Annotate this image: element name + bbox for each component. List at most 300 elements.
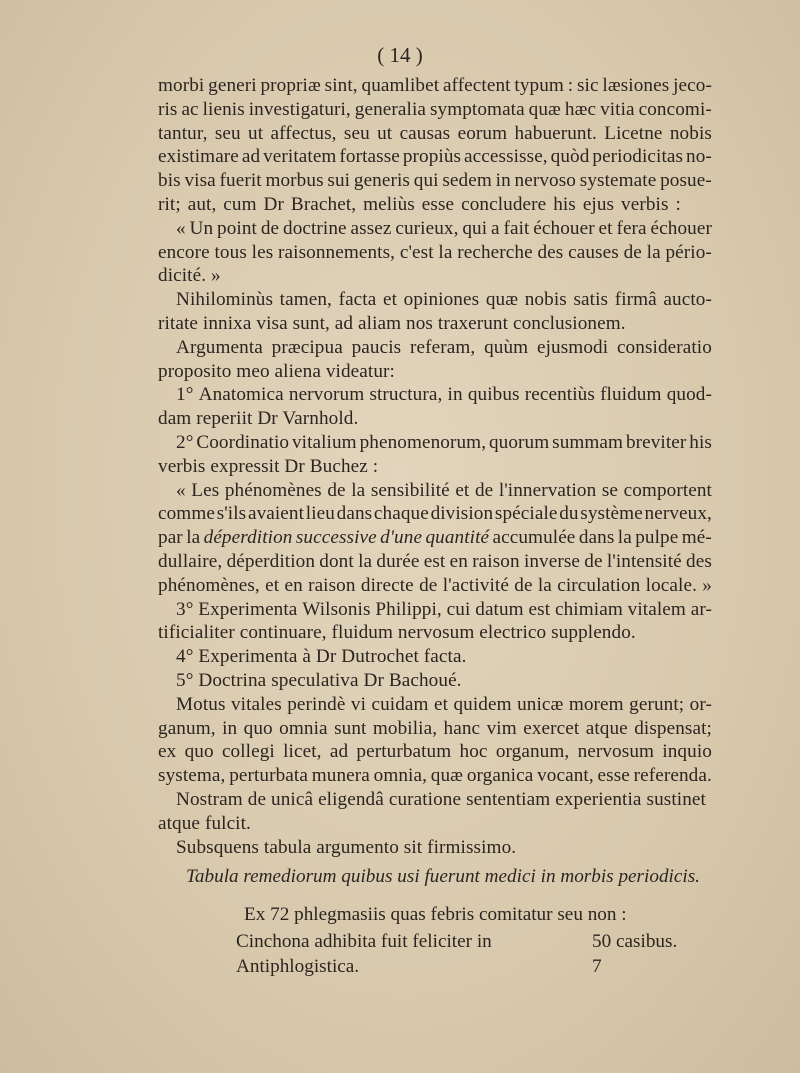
- word: Varnhold.: [282, 408, 359, 430]
- word: propriæ: [260, 75, 321, 96]
- word: chaque: [373, 503, 429, 525]
- word: meliùs: [363, 193, 415, 215]
- word: Nihilominùs: [176, 289, 274, 311]
- word: visa: [256, 312, 293, 334]
- word: ritate: [158, 312, 203, 334]
- word: quorum: [488, 431, 550, 453]
- word: accessisse,: [464, 146, 548, 168]
- word: perturbata: [229, 765, 308, 787]
- word: mé-: [681, 527, 712, 549]
- text-line: [176, 669, 800, 693]
- word: affectent: [442, 75, 511, 96]
- word: qui: [413, 170, 439, 192]
- word: Dr: [257, 408, 283, 430]
- text-line: [176, 645, 800, 669]
- word: firmâ: [614, 289, 657, 311]
- word: ejusmodi: [536, 336, 609, 358]
- word: Buchez: [309, 455, 373, 477]
- word: tantur,: [158, 122, 208, 144]
- text-line: [176, 288, 712, 312]
- word: tificialiter: [158, 622, 240, 644]
- word: Coordinatio: [196, 431, 290, 453]
- word: Dr: [363, 669, 389, 691]
- word: or-: [689, 693, 712, 715]
- word: tous: [214, 241, 247, 263]
- word: et: [455, 479, 470, 501]
- word: visa: [184, 170, 216, 192]
- word: ar-: [690, 598, 712, 620]
- word: Dr: [263, 193, 284, 215]
- text-line: [158, 122, 712, 146]
- word: systema,: [158, 765, 226, 787]
- word: en: [284, 574, 303, 596]
- word: sensibilité: [370, 479, 450, 501]
- text-line: [158, 574, 712, 598]
- word: Licetne: [604, 122, 663, 144]
- word: innixa: [202, 312, 257, 334]
- word: mobilia,: [372, 717, 438, 739]
- word: in: [222, 717, 238, 739]
- word: recherche: [457, 241, 533, 263]
- word: l'activité: [442, 574, 509, 596]
- word: dont: [319, 550, 354, 572]
- word: la: [646, 241, 661, 263]
- text-line: [158, 764, 712, 788]
- text-line: [176, 836, 800, 860]
- word: eorum: [457, 122, 508, 144]
- word: Bachoué.: [388, 669, 462, 691]
- page-number: ( 14 ): [377, 43, 423, 67]
- word: nos: [406, 312, 438, 334]
- word: les: [251, 241, 274, 263]
- word: de: [327, 479, 346, 501]
- word: la: [351, 479, 366, 501]
- word: referenda.: [633, 765, 712, 787]
- word: Dr: [315, 646, 342, 668]
- text-line: [158, 145, 712, 169]
- word: cui: [446, 598, 471, 620]
- text-line: [176, 431, 712, 455]
- word: 2°: [176, 431, 194, 453]
- word: structura,: [369, 384, 443, 406]
- word: morbi: [158, 75, 205, 96]
- word: Les: [191, 479, 220, 501]
- word: aucto-: [663, 289, 712, 311]
- word: ad: [241, 146, 261, 168]
- word: organica: [466, 765, 534, 787]
- word: propiùs: [402, 146, 462, 168]
- word: se: [601, 479, 619, 501]
- word: Un: [189, 217, 214, 239]
- word: videatur:: [325, 360, 395, 382]
- text-line: [176, 788, 706, 812]
- text-line: [158, 264, 800, 288]
- word: recentiùs: [524, 384, 595, 406]
- word: d'une: [380, 527, 423, 549]
- word: nervosum: [397, 622, 480, 644]
- word: sedem: [442, 170, 492, 192]
- word: déperdition: [226, 550, 316, 572]
- word: dam: [158, 408, 197, 430]
- word: in: [495, 170, 511, 192]
- word: et: [265, 574, 280, 596]
- table-count: 7: [592, 956, 602, 977]
- word: est: [423, 550, 446, 572]
- text-line: [158, 241, 712, 265]
- word: reperiit: [196, 408, 258, 430]
- word: fluidum: [331, 622, 398, 644]
- word: electrico: [479, 622, 552, 644]
- word: jeco-: [673, 75, 712, 96]
- word: qui: [462, 217, 488, 239]
- word: verbis: [621, 193, 669, 215]
- word: ex: [158, 741, 177, 763]
- word: paucis: [351, 336, 402, 358]
- word: morem: [568, 693, 624, 715]
- word: sint,: [324, 75, 358, 96]
- word: en: [449, 550, 468, 572]
- word: quùm: [484, 336, 529, 358]
- word: his: [553, 193, 576, 215]
- word: Doctrina: [198, 669, 272, 691]
- word: des: [537, 241, 564, 263]
- word: Argumenta: [176, 336, 263, 358]
- word: dans: [578, 527, 615, 549]
- word: à: [302, 646, 316, 668]
- word: sunt: [334, 717, 367, 739]
- word: generi: [208, 75, 257, 96]
- word: circulation: [557, 574, 641, 596]
- text-line: [158, 526, 712, 550]
- word: chimiam: [555, 598, 623, 620]
- word: quo: [184, 741, 214, 763]
- word: Motus: [176, 693, 226, 715]
- word: des: [686, 550, 712, 572]
- word: Anatomica: [198, 384, 284, 406]
- word: 4°: [176, 646, 199, 668]
- word: raison: [308, 574, 356, 596]
- word: inquio: [662, 741, 712, 763]
- word: de: [474, 479, 494, 501]
- word: aliena: [274, 360, 326, 382]
- word: proposito: [158, 360, 237, 382]
- word: traxerunt: [437, 312, 513, 334]
- word: gerunt;: [629, 693, 685, 715]
- table-count: 50 casibus.: [592, 931, 678, 952]
- word: lienis: [202, 98, 245, 120]
- word: de: [584, 550, 603, 572]
- word: quibus: [467, 384, 520, 406]
- word: :: [567, 75, 574, 96]
- word: experientia: [555, 788, 642, 810]
- word: nobis: [669, 122, 712, 144]
- word: nervorum: [288, 384, 365, 406]
- text-line: [158, 717, 712, 741]
- word: unicæ: [517, 693, 564, 715]
- word: fera: [616, 217, 647, 239]
- word: avaient: [247, 503, 305, 525]
- word: lieu: [305, 503, 335, 525]
- word: »: [702, 574, 712, 596]
- word: seu: [343, 122, 370, 144]
- text-line: [158, 98, 712, 122]
- word: fait: [503, 217, 530, 239]
- table-intro: Ex 72 phlegmasiis quas febris comitatur seu non :: [244, 904, 627, 925]
- word: vitia: [600, 98, 635, 120]
- word: 1°: [176, 384, 194, 406]
- word: assez: [350, 217, 392, 239]
- word: generis: [353, 170, 410, 192]
- word: ad: [334, 312, 359, 334]
- word: ad: [329, 741, 349, 763]
- word: munera: [311, 765, 370, 787]
- word: seu: [214, 122, 241, 144]
- word: systemate: [579, 170, 657, 192]
- word: fuerit: [219, 170, 262, 192]
- word: a: [491, 217, 500, 239]
- word: du: [559, 503, 579, 525]
- word: quidem: [453, 693, 512, 715]
- word: :: [372, 455, 379, 477]
- word: quantité: [425, 527, 490, 549]
- word: posue-: [660, 170, 712, 192]
- word: cum: [223, 193, 257, 215]
- word: vitalium: [291, 431, 357, 453]
- word: de: [247, 788, 267, 810]
- word: causas: [399, 122, 451, 144]
- word: concomi-: [638, 98, 712, 120]
- word: hæc: [564, 98, 597, 120]
- word: verbis: [158, 455, 211, 477]
- text-line: [158, 169, 712, 193]
- word: no-: [686, 146, 712, 168]
- word: locale.: [645, 574, 697, 596]
- word: consideratio: [616, 336, 712, 358]
- word: Subsquens: [176, 836, 264, 858]
- word: phénomènes: [224, 479, 322, 501]
- word: est: [528, 598, 551, 620]
- word: ac: [181, 98, 199, 120]
- word: referam,: [410, 336, 476, 358]
- word: morbus: [265, 170, 324, 192]
- word: et: [598, 217, 613, 239]
- word: periodicitas: [592, 146, 684, 168]
- word: la: [438, 241, 453, 263]
- word: tamen,: [279, 289, 332, 311]
- word: aut,: [187, 193, 217, 215]
- text-line: [158, 812, 800, 836]
- word: accumulée: [492, 527, 576, 549]
- word: nervoso: [514, 170, 576, 192]
- word: Experimenta: [198, 598, 298, 620]
- word: quo: [243, 717, 273, 739]
- text-line: [158, 621, 800, 645]
- word: concludere: [461, 193, 547, 215]
- word: firmissimo.: [427, 836, 517, 858]
- word: division: [430, 503, 494, 525]
- word: la: [537, 574, 552, 596]
- word: raisonnements,: [278, 241, 396, 263]
- word: quæ: [528, 98, 561, 120]
- word: vitales: [230, 693, 282, 715]
- word: déperdition: [203, 527, 293, 549]
- word: comportent: [623, 479, 712, 501]
- word: «: [176, 217, 186, 239]
- word: Nostram: [176, 788, 243, 810]
- word: Experimenta: [198, 646, 303, 668]
- word: his: [689, 431, 712, 453]
- word: veritatem: [263, 146, 337, 168]
- word: de: [419, 574, 438, 596]
- word: læsiones: [602, 75, 670, 96]
- text-line: [176, 693, 712, 717]
- word: ganum,: [158, 717, 216, 739]
- word: organum,: [495, 741, 570, 763]
- word: facta.: [423, 646, 467, 668]
- text-line: [158, 193, 681, 217]
- text-line: [158, 312, 800, 336]
- word: atque: [585, 717, 628, 739]
- word: la: [358, 550, 373, 572]
- word: Dr: [284, 455, 310, 477]
- word: summam: [552, 431, 624, 453]
- word: de: [623, 241, 642, 263]
- word: quæ: [485, 289, 519, 311]
- word: cuidam: [371, 693, 429, 715]
- word: comme: [158, 503, 215, 525]
- table-title: Tabula remediorum quibus usi fuerunt medici in morbis periodicis.: [186, 866, 700, 887]
- word: unicâ: [271, 788, 314, 810]
- word: datum: [475, 598, 524, 620]
- word: rit;: [158, 193, 181, 215]
- word: fulcit.: [204, 812, 251, 834]
- text-line: [176, 383, 712, 407]
- word: vitalem: [627, 598, 686, 620]
- word: échouer: [650, 217, 712, 239]
- word: phénomènes,: [158, 574, 260, 596]
- word: speculativa: [271, 669, 364, 691]
- table-remedy: Antiphlogistica.: [236, 956, 360, 977]
- word: sunt,: [292, 312, 335, 334]
- text-line: [158, 740, 712, 764]
- word: nobis: [524, 289, 567, 311]
- word: Brachet,: [290, 193, 357, 215]
- word: collegi: [221, 741, 275, 763]
- word: supplendo.: [551, 622, 636, 644]
- word: eligendâ: [318, 788, 384, 810]
- word: curatione: [388, 788, 462, 810]
- word: doctrine: [283, 217, 347, 239]
- word: licet,: [283, 741, 322, 763]
- text-line: [176, 479, 712, 503]
- word: satis: [573, 289, 609, 311]
- word: Wilsonis: [302, 598, 371, 620]
- word: ris: [158, 98, 178, 120]
- word: nervosum: [577, 741, 655, 763]
- word: ejus: [582, 193, 615, 215]
- word: continuare,: [239, 622, 332, 644]
- word: sit: [403, 836, 428, 858]
- word: sententiam: [466, 788, 551, 810]
- word: aliam: [358, 312, 407, 334]
- word: sic: [576, 75, 599, 96]
- word: vi: [350, 693, 367, 715]
- word: et: [433, 693, 449, 715]
- body-text: [0, 74, 800, 859]
- word: quamlibet: [361, 75, 440, 96]
- word: par: [158, 527, 183, 549]
- word: et: [382, 289, 398, 311]
- word: raison: [472, 550, 520, 572]
- word: habuerunt.: [514, 122, 597, 144]
- word: directe: [360, 574, 414, 596]
- text-line: [158, 502, 712, 526]
- word: Philippi,: [375, 598, 442, 620]
- word: tabula: [263, 836, 317, 858]
- word: dullaire,: [158, 550, 223, 572]
- text-line: [158, 407, 800, 431]
- word: échouer: [533, 217, 595, 239]
- text-line: [176, 336, 712, 360]
- word: phenomenorum,: [359, 431, 487, 453]
- word: ut: [377, 122, 393, 144]
- table-remedy: Cinchona adhibita fuit feliciter in: [236, 931, 492, 952]
- word: inverse: [523, 550, 581, 572]
- word: de: [514, 574, 533, 596]
- word: generalia: [354, 98, 426, 120]
- word: :: [675, 193, 681, 215]
- text-line: [158, 74, 712, 98]
- word: præcipua: [271, 336, 343, 358]
- word: vocant,: [537, 765, 594, 787]
- word: in: [447, 384, 463, 406]
- word: atque: [158, 812, 205, 834]
- word: 5°: [176, 669, 199, 691]
- word: meo: [236, 360, 275, 382]
- word: spéciale: [494, 503, 558, 525]
- word: point: [217, 217, 257, 239]
- word: s'ils: [216, 503, 247, 525]
- word: successive: [295, 527, 377, 549]
- word: encore: [158, 241, 210, 263]
- word: esse: [421, 193, 455, 215]
- word: dicité.: [158, 265, 212, 287]
- word: fortasse: [339, 146, 400, 168]
- word: pério-: [665, 241, 712, 263]
- word: perindè: [287, 693, 346, 715]
- text-line: [158, 550, 712, 574]
- text-line: [176, 217, 712, 241]
- word: argumento: [316, 836, 404, 858]
- word: exercet: [523, 717, 580, 739]
- word: causes: [568, 241, 619, 263]
- word: symptomata: [429, 98, 525, 120]
- word: de: [260, 217, 280, 239]
- word: facta: [338, 289, 377, 311]
- word: Dutrochet: [341, 646, 424, 668]
- word: breviter: [625, 431, 687, 453]
- text-line: [158, 455, 800, 479]
- word: dans: [336, 503, 373, 525]
- word: perturbatum: [356, 741, 452, 763]
- text-line: [176, 598, 712, 622]
- word: affectus,: [270, 122, 337, 144]
- word: curieux,: [395, 217, 459, 239]
- word: bis: [158, 170, 181, 192]
- word: esse: [597, 765, 630, 787]
- word: ut: [248, 122, 264, 144]
- word: hoc: [459, 741, 488, 763]
